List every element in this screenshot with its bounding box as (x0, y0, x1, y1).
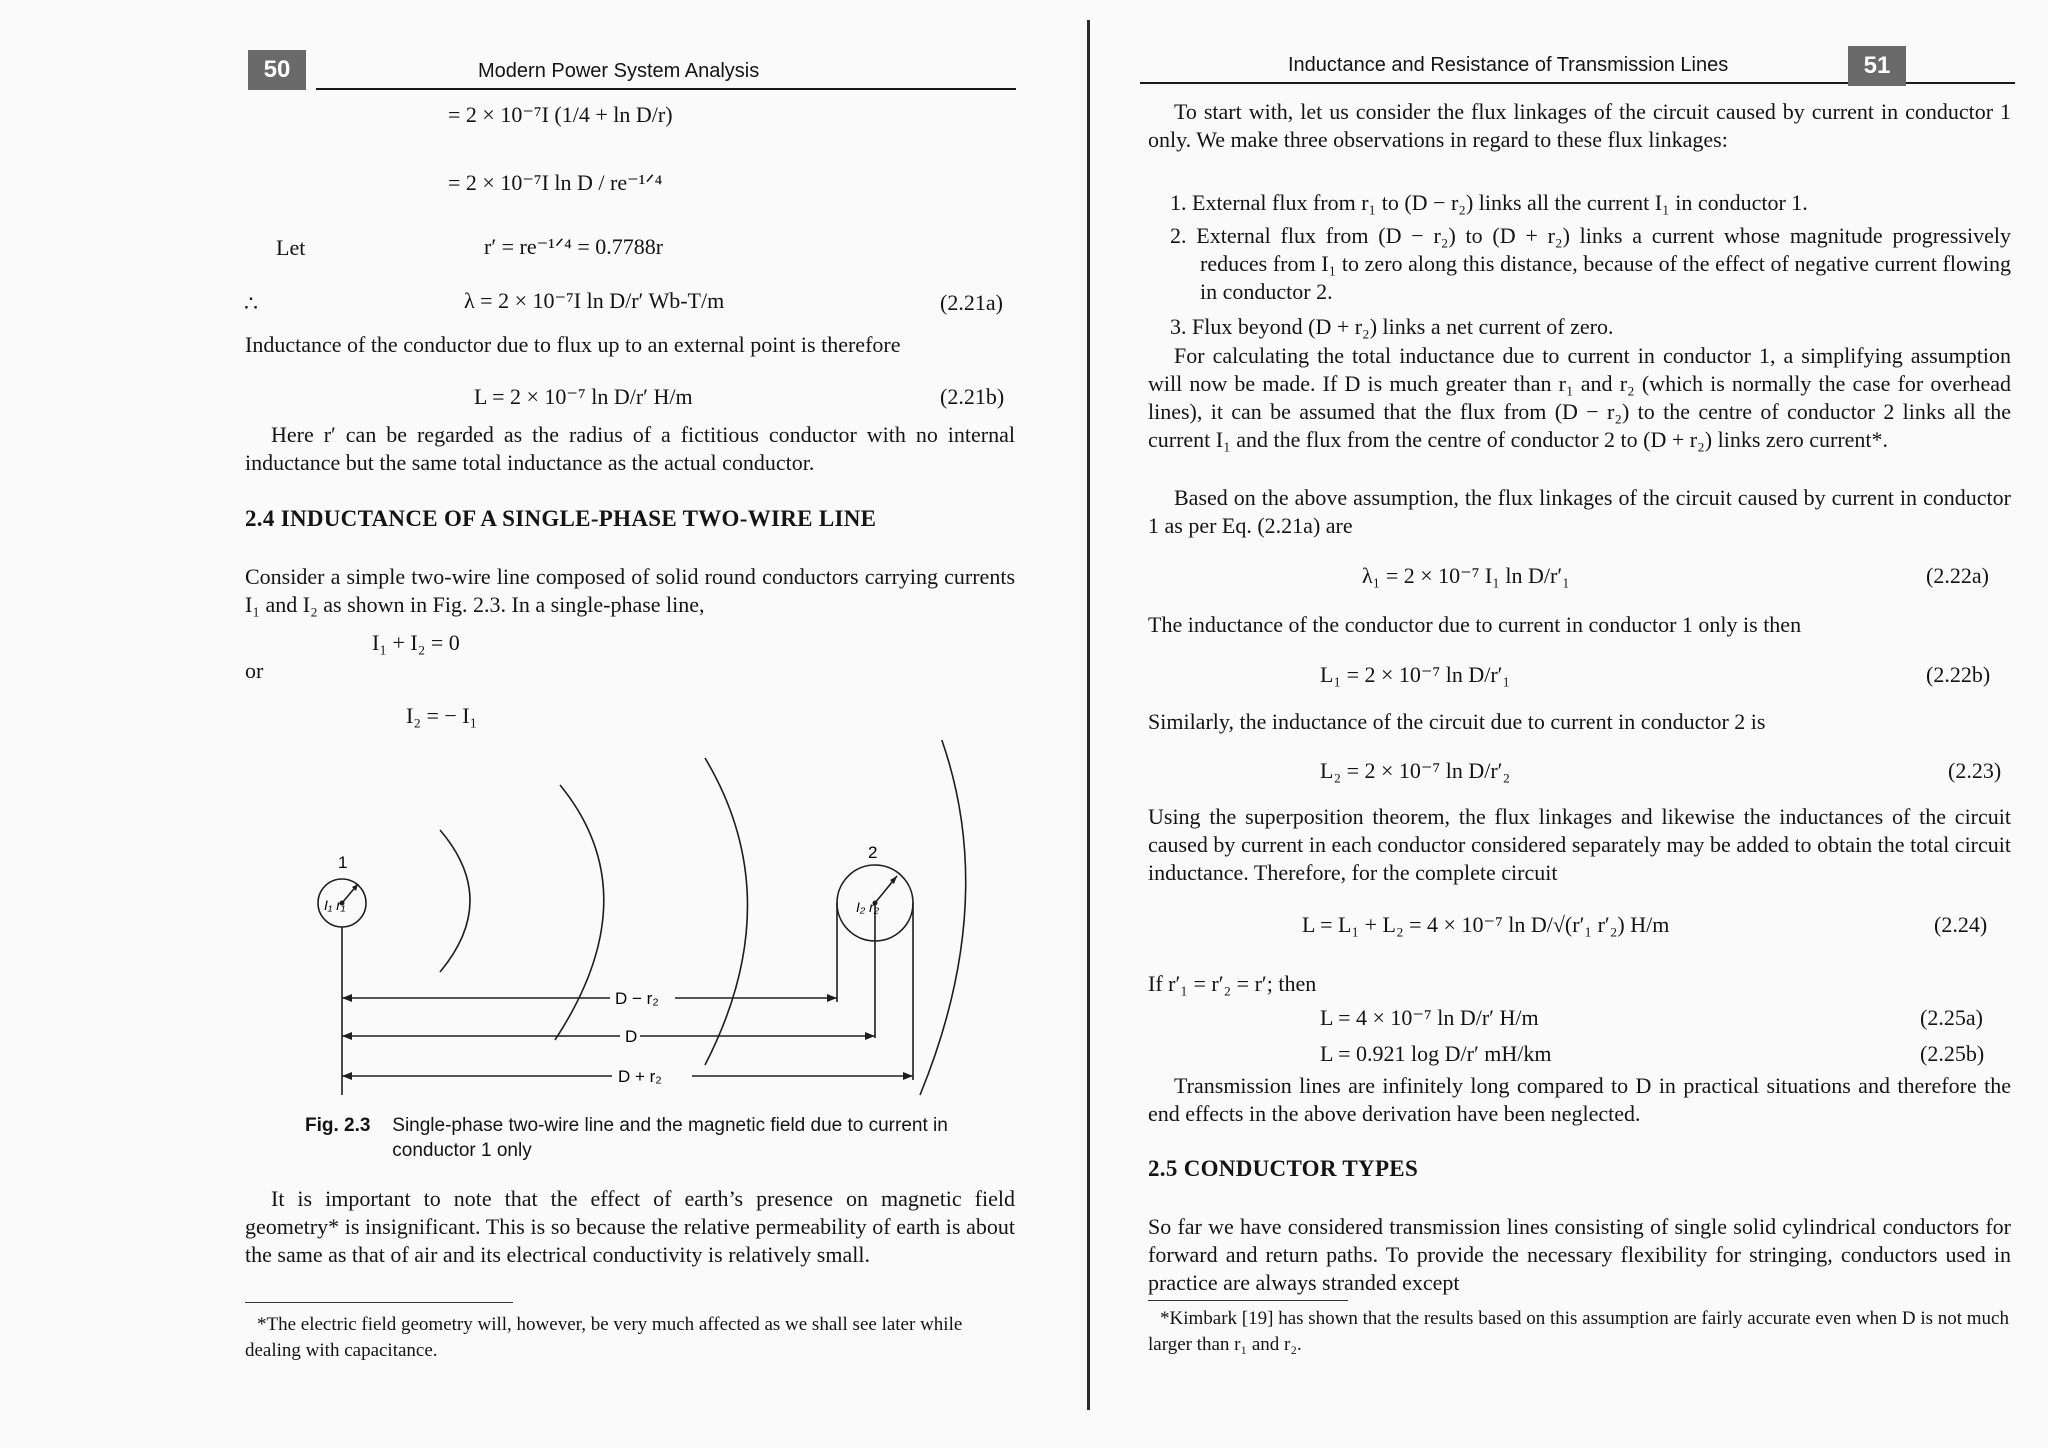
right-page (1094, 0, 2048, 1448)
flux-arc (920, 740, 966, 1095)
conductor-2-label: I₂ r₂ (856, 899, 880, 915)
body-text: If r′₁ = r′₂ = r′; then (1148, 971, 1317, 996)
conductor-2-number: 2 (868, 843, 878, 862)
list-item: 1. External flux from r₁ to (D − r₂) links all the current I₁ in conductor 1. (1170, 190, 1808, 215)
equation-line: I₁ + I₂ = 0 (372, 630, 460, 655)
paragraph: To start with, let us consider the flux linkages of the circuit caused by current in conductor 1 only. We make three observations in regard to these flux linkages: (1148, 99, 2011, 152)
equation-line: I₂ = − I₁ (406, 703, 478, 728)
equation-2-21a: λ = 2 × 10⁻⁷I ln D/r′ Wb-T/m (464, 288, 725, 313)
paragraph: Based on the above assumption, the flux linkages of the circuit caused by current in conductor 1 as per Eq. (2.21a) are (1148, 485, 2011, 538)
equation-number: (2.21a) (940, 290, 1003, 315)
running-head: Modern Power System Analysis (478, 60, 760, 82)
paragraph: Here r′ can be regarded as the radius of a fictitious conductor with no internal inductance but the same total inductance as the actual conductor. (245, 422, 1015, 475)
section-heading: 2.5 CONDUCTOR TYPES (1148, 1156, 1419, 1181)
equation-number: (2.23) (1948, 758, 2002, 783)
running-head: Inductance and Resistance of Transmission Lines (1288, 54, 1729, 76)
equation-number: (2.25a) (1920, 1005, 1983, 1030)
body-text: The inductance of the conductor due to current in conductor 1 only is then (1148, 612, 1802, 637)
equation-number: (2.22a) (1926, 563, 1989, 588)
footnote: *Kimbark [19] has shown that the results based on this assumption are fairly accurate even when D is not much larger than r₁ and r₂. (1148, 1308, 2009, 1355)
equation-2-24: L = L₁ + L₂ = 4 × 10⁻⁷ ln D/√(r′₁ r′₂) H/m (1302, 912, 1670, 937)
conductor-1-number: 1 (338, 853, 348, 872)
equation-2-22b: L₁ = 2 × 10⁻⁷ ln D/r′₁ (1320, 662, 1511, 687)
or-label: or (245, 658, 264, 683)
equation-2-22a: λ₁ = 2 × 10⁻⁷ I₁ ln D/r′₁ (1362, 563, 1570, 588)
conductor-1-label: I₁ r₁ (324, 897, 346, 913)
page-number-badge: 51 (1848, 46, 1906, 86)
therefore-symbol: ∴ (244, 291, 258, 316)
dimension-label: D (625, 1027, 638, 1046)
paragraph: So far we have considered transmission lines consisting of single solid cylindrical conductors for forward and return paths. To provide the necessary flexibility for stringing, conductors used in practice are always stranded except (1148, 1214, 2011, 1295)
flux-arc (440, 830, 470, 972)
caption-text: Single-phase two-wire line and the magnetic field due to current in conductor 1 only (392, 1115, 948, 1161)
footnote-rule (245, 1302, 513, 1303)
body-text: Similarly, the inductance of the circuit due to current in conductor 2 is (1148, 709, 1766, 734)
header-rule (316, 88, 1016, 90)
paragraph: Using the superposition theorem, the flux linkages and likewise the inductances of the circuit caused by current in each conductor considered separately may be added to obtain the total circuit inductance. Therefore, for the complete circuit (1148, 804, 2011, 885)
equation-2-25a: L = 4 × 10⁻⁷ ln D/r′ H/m (1320, 1005, 1539, 1030)
figure-two-wire-line (300, 740, 980, 1120)
equation-number: (2.25b) (1920, 1041, 1985, 1066)
figure-caption (305, 1113, 1015, 1163)
body-text: Inductance of the conductor due to flux up to an external point is therefore (245, 332, 901, 357)
paragraph: It is important to note that the effect of earth’s presence on magnetic field geometry* is insignificant. This is so because the relative permeability of earth is about the same as that of air and its electrical conductivity is relatively small. (245, 1186, 1015, 1267)
equation-number: (2.24) (1934, 912, 1988, 937)
paragraph: Transmission lines are infinitely long compared to D in practical situations and therefore the end effects in the above derivation have been neglected. (1148, 1073, 2011, 1126)
flux-arc (555, 785, 604, 1040)
flux-arc (705, 758, 748, 1065)
equation-2-21b: L = 2 × 10⁻⁷ ln D/r′ H/m (474, 384, 693, 409)
equation-2-23: L₂ = 2 × 10⁻⁷ ln D/r′₂ (1320, 758, 1511, 783)
footnote: *The electric field geometry will, however, be very much affected as we shall see later while dealing with capacitance. (245, 1314, 963, 1361)
equation-line: = 2 × 10⁻⁷I (1/4 + ln D/r) (448, 102, 673, 127)
equation-2-25b: L = 0.921 log D/r′ mH/km (1320, 1041, 1552, 1066)
dimension-label: D − r₂ (615, 989, 659, 1008)
equation-line: r′ = re⁻¹ᐟ⁴ = 0.7788r (484, 234, 664, 259)
let-label: Let (276, 235, 306, 260)
equation-line: = 2 × 10⁻⁷I ln D / re⁻¹ᐟ⁴ (448, 170, 663, 195)
list-item: 2. External flux from (D − r₂) to (D + r₂) links a current whose magnitude progressively reduces from I₁ to zero along this distance, because of the effect of negative current flowing in conductor 2. (1170, 223, 2011, 304)
caption-label: Fig. 2.3 (305, 1115, 371, 1136)
paragraph: Consider a simple two-wire line composed of solid round conductors carrying currents I₁ and I₂ as shown in Fig. 2.3. In a single-phase line, (245, 564, 1015, 617)
equation-number: (2.22b) (1926, 662, 1991, 687)
equation-number: (2.21b) (940, 384, 1005, 409)
list-item: 3. Flux beyond (D + r₂) links a net current of zero. (1170, 314, 1614, 339)
section-heading: 2.4 INDUCTANCE OF A SINGLE-PHASE TWO-WIRE LINE (245, 506, 877, 531)
page-number-badge: 50 (248, 50, 306, 90)
paragraph: For calculating the total inductance due to current in conductor 1, a simplifying assumption will now be made. If D is much greater than r₁ and r₂ (which is normally the case for overhead lines), it can be assumed that the flux from (D − r₂) to the centre of conductor 2 links all the current I₁ and the flux from the centre of conductor 2 to (D + r₂) links zero current*. (1148, 343, 2011, 452)
dimension-label: D + r₂ (618, 1067, 662, 1086)
footnote-rule (1148, 1300, 1348, 1301)
book-spine (1087, 20, 1090, 1410)
